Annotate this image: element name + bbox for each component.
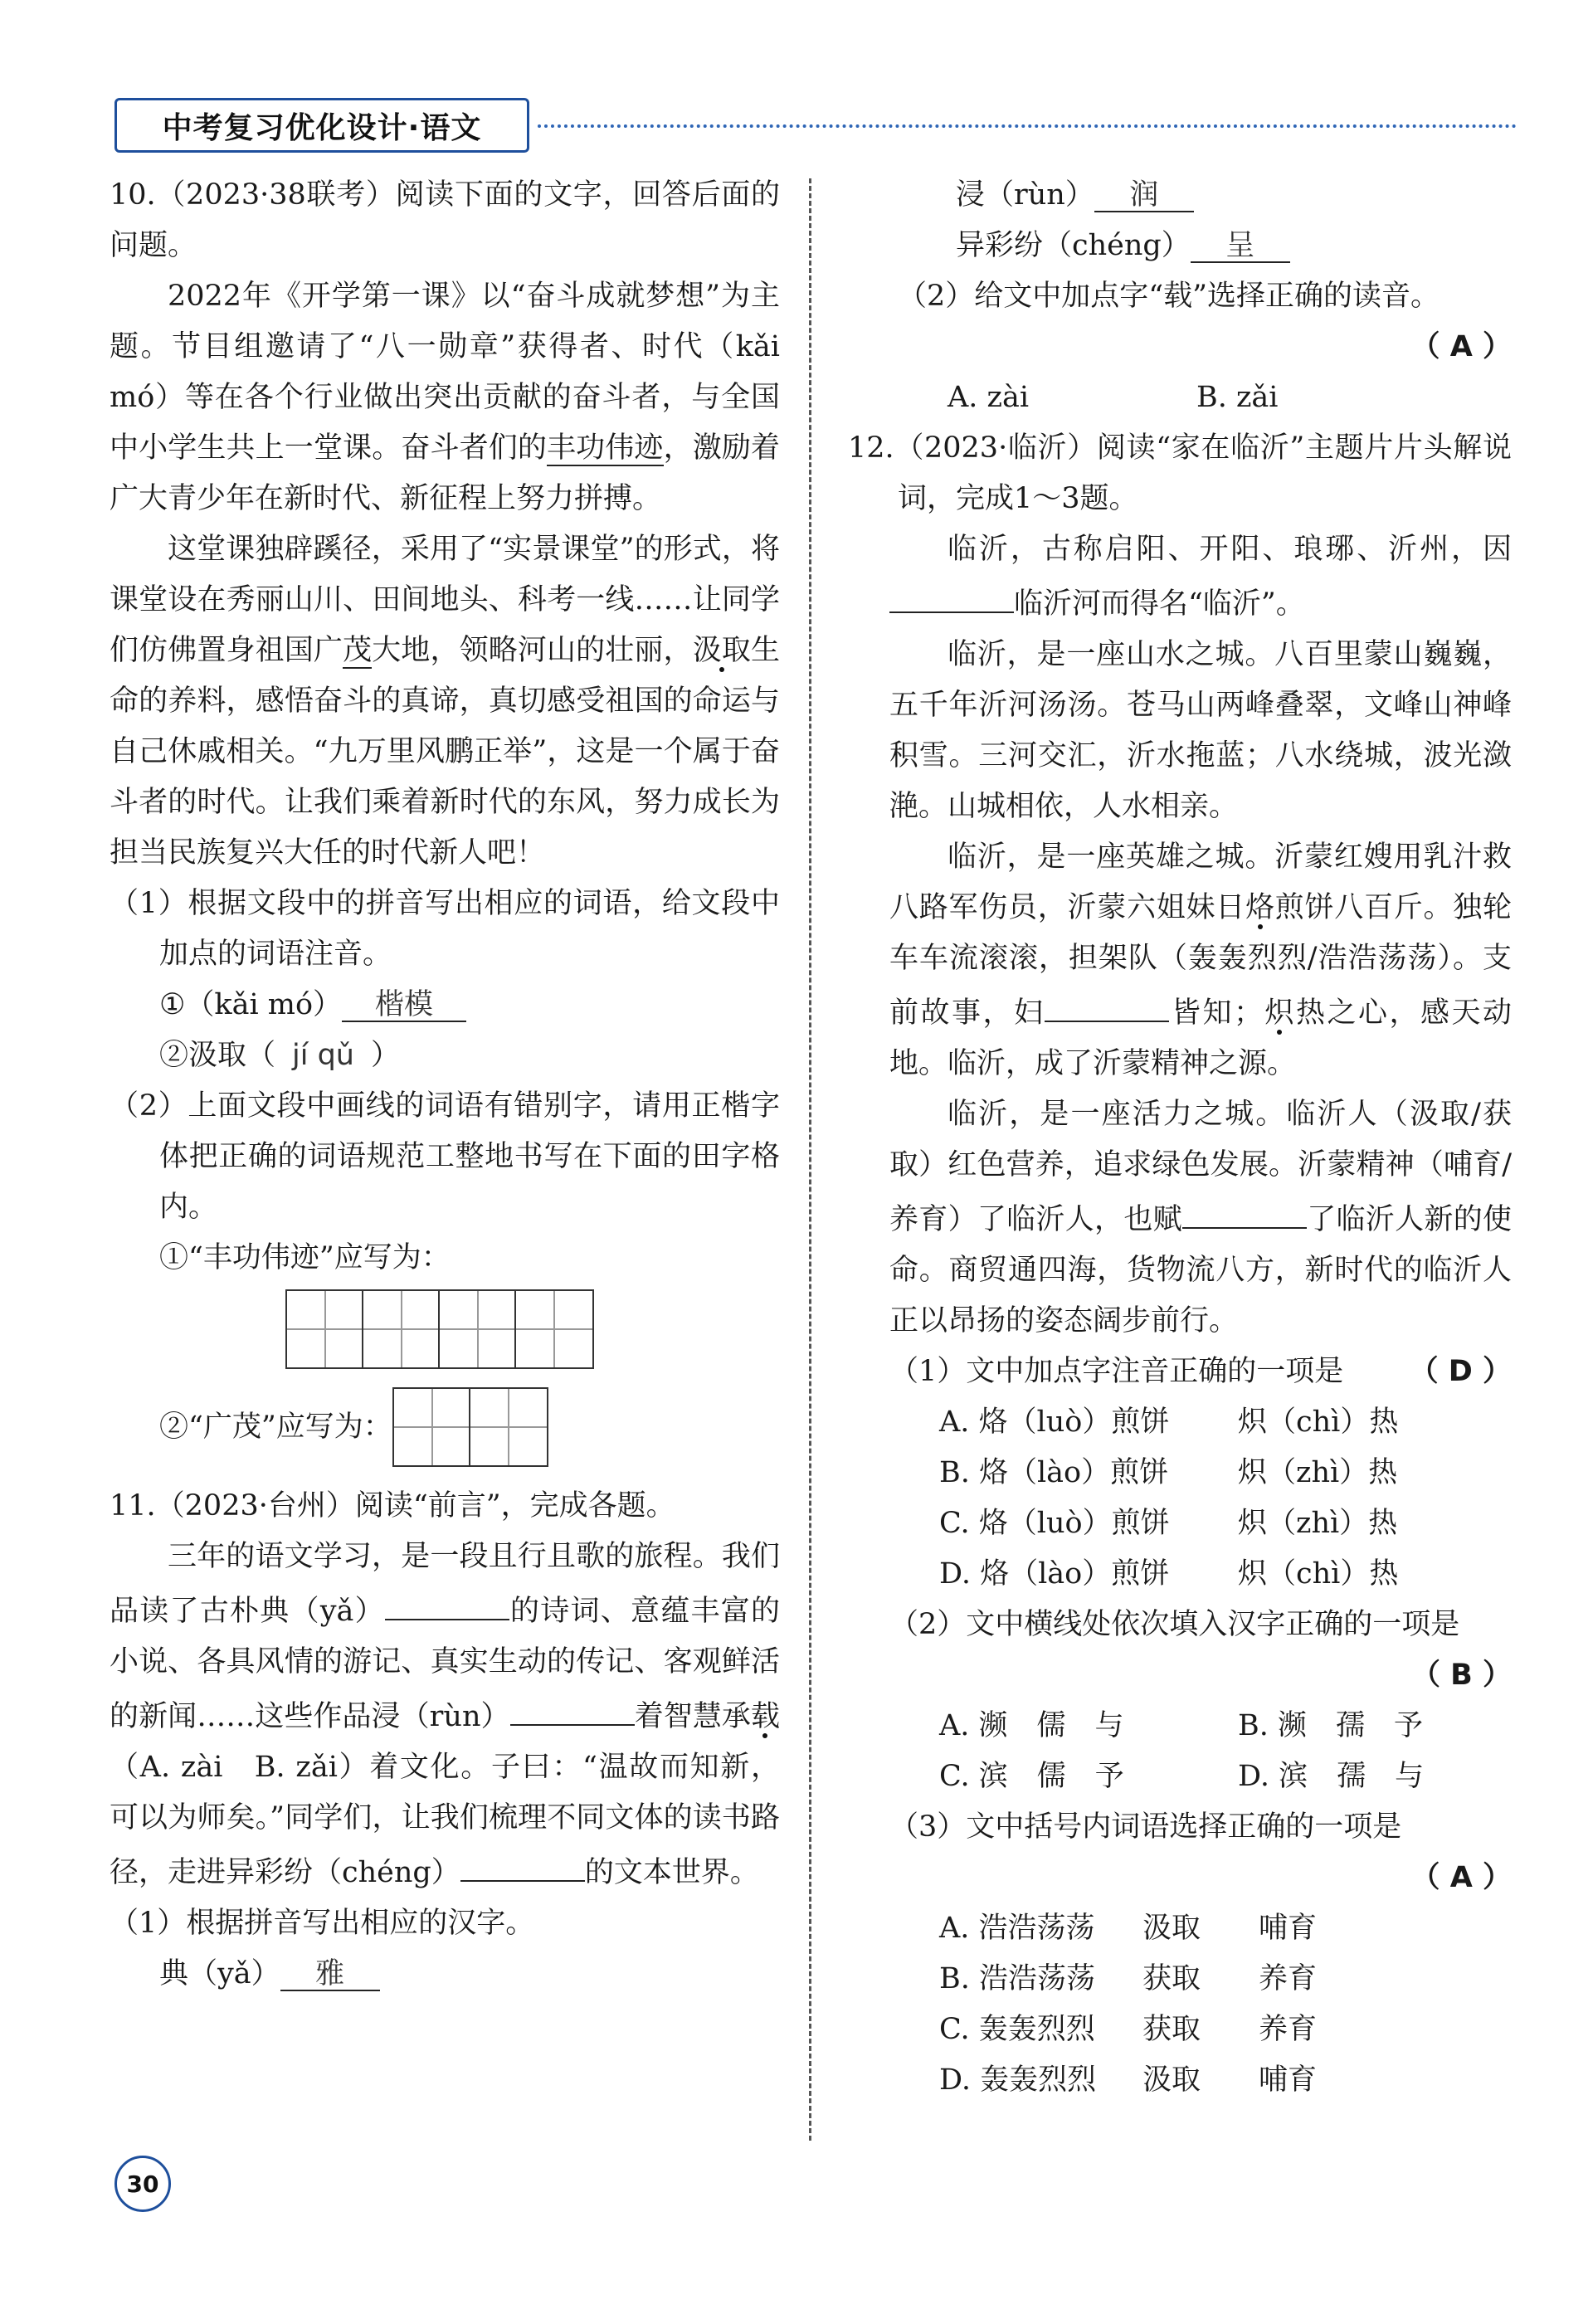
answer-paren-q12-2[interactable]: （ B ）	[1410, 1659, 1512, 1692]
q12-sub3: （3）文中括号内词语选择正确的一项是	[889, 1810, 1402, 1844]
option-b-part3: 养育	[1259, 1962, 1318, 1995]
option-c-part2: 获取	[1142, 2013, 1201, 2046]
q12-sub1: （1）文中加点字注音正确的一项是 （ D ）	[889, 1347, 1512, 1397]
q11-ans3: 异彩纷（chéng） 呈	[889, 221, 1512, 271]
q12-para3: 临沂，是一座英雄之城。沂蒙红嫂用乳汁救八路军伤员，沂蒙六姐妹日烙煎饼八百斤。独轮车车流滚滚，担架队（轰轰烈烈/浩浩荡荡）。支前故事，妇 皆知；炽热之心，感天动地。临沂，成了沂蒙精神之源。	[889, 840, 1512, 1080]
option-c-part3: 养育	[1259, 2013, 1318, 2046]
tianzige-cell[interactable]	[394, 1389, 470, 1465]
q12-sub3-answer-row	[889, 1853, 1512, 1903]
answer-jiqu[interactable]: jí qǔ	[292, 1039, 354, 1072]
q12-sub2-answer-row	[889, 1650, 1512, 1701]
option-d-part2: 炽（chì）热	[1238, 1557, 1399, 1591]
option-b-part2: 获取	[1142, 1962, 1201, 1995]
option-a-part2: 炽（chì）热	[1238, 1406, 1399, 1439]
q10-stem: 10.（2023·38联考）阅读下面的文字，回答后面的问题。	[110, 178, 780, 262]
q10-para2: 这堂课独辟蹊径，采用了“实景课堂”的形式，将课堂设在秀丽山川、田间地头、科考一线……让同学们仿佛置身祖国广茂大地，领略河山的壮丽，汲取生命的养料，感悟奋斗的真谛，真切感受祖国的命运与自己休戚相关。“九万里风鹏正举”，这是一个属于奋斗者的时代。让我们乘着新时代的东风，努力成长为担当民族复兴大任的时代新人吧！	[110, 533, 780, 870]
blank-run[interactable]	[510, 1688, 635, 1726]
q11-ans2: 浸（rùn） 润	[889, 170, 1512, 221]
right-column	[848, 170, 1512, 2106]
option-a[interactable]: A. 烙（luò）煎饼	[939, 1406, 1170, 1439]
q11-stem: 11.（2023·台州）阅读“前言”，完成各题。	[110, 1489, 675, 1523]
q12-sub3-options	[889, 1903, 1512, 2106]
q12-stem: 12.（2023·临沂）阅读“家在临沂”主题片片头解说词，完成1～3题。	[848, 431, 1512, 515]
blank-yu[interactable]	[1182, 1191, 1307, 1229]
option-a-part2: 汲取	[1142, 1912, 1201, 1945]
q10-sub1-answer-a: ①（kǎi mó） 楷模	[110, 980, 780, 1030]
q11-sub1: （1）根据拼音写出相应的汉字。	[110, 1907, 535, 1940]
q12-sub2-options	[889, 1701, 1512, 1802]
q10-sub2-a: ①“丰功伟迹”应写为：	[159, 1241, 451, 1274]
answer-kaimo[interactable]: 楷模	[342, 984, 466, 1022]
blank-ya[interactable]	[385, 1582, 509, 1620]
option-a-part3: 哺育	[1259, 1912, 1318, 1945]
option-d-part3: 哺育	[1259, 2063, 1318, 2097]
dotted-lao: 烙	[1245, 891, 1275, 924]
q11-sub2: （2）给文中加点字“载”选择正确的读音。	[898, 280, 1440, 313]
q10-sub2: （2）上面文段中画线的词语有错别字，请用正楷字体把正确的词语规范工整地书写在下面的田字格内。	[110, 1089, 780, 1224]
q11-sub2-answer-row	[889, 322, 1512, 373]
q10-sub1: （1）根据文段中的拼音写出相应的词语，给文段中加点的词语注音。	[110, 887, 780, 971]
option-b[interactable]: B. 濒 孺 予	[1238, 1709, 1423, 1742]
q11-para: 三年的语文学习，是一段且行且歌的旅程。我们品读了古朴典（yǎ） 的诗词、意蕴丰富的小说、各具风情的游记、真实生动的传记、客观鲜活的新闻……这些作品浸（rùn） 着智慧承载（A. zài B. zǎi）着文化。子曰：“温故而知新，可以为师矣。”同学们，让我们梳理不同文体的读书路径，走进异彩纷（chéng） 的文本世界。	[110, 1540, 780, 1889]
option-d-part2: 汲取	[1142, 2063, 1201, 2097]
option-b[interactable]: B. 烙（lào）煎饼	[939, 1456, 1169, 1489]
dotted-chi: 炽	[1262, 996, 1296, 1030]
q12-sub2: （2）文中横线处依次填入汉字正确的一项是	[889, 1608, 1460, 1641]
answer-paren-q11-2[interactable]: （ A ）	[1410, 330, 1512, 363]
option-c[interactable]: C. 轰轰烈烈	[939, 2013, 1095, 2046]
q11-ans1: 典（yǎ） 雅	[110, 1949, 780, 2000]
tianzige-cell[interactable]	[287, 1291, 363, 1367]
option-b[interactable]: B. 浩浩荡荡	[939, 1962, 1095, 1995]
page-number: 30	[114, 2156, 171, 2212]
answer-paren-q12-3[interactable]: （ A ）	[1410, 1861, 1512, 1894]
option-d[interactable]: D. 轰轰烈烈	[939, 2063, 1097, 2097]
option-b-part2: 炽（zhì）热	[1238, 1456, 1398, 1489]
tianzige-cell[interactable]	[470, 1389, 547, 1465]
tianzige-cell[interactable]	[363, 1291, 440, 1367]
option-c-part2: 炽（zhì）热	[1238, 1507, 1398, 1540]
option-d[interactable]: D. 滨 孺 与	[1238, 1760, 1425, 1793]
option-a[interactable]: A. 濒 儒 与	[939, 1709, 1124, 1742]
tianzige-cell[interactable]	[516, 1291, 592, 1367]
q10-underlined-mao: 茂	[343, 634, 373, 667]
answer-ya[interactable]: 雅	[280, 1953, 380, 1991]
q10-dotted-word: 汲取	[692, 634, 751, 667]
q11-sub2-options	[889, 373, 1512, 423]
tianzige-cell[interactable]	[440, 1291, 516, 1367]
option-a[interactable]: A. zài	[948, 381, 1030, 414]
option-c[interactable]: C. 烙（luò）煎饼	[939, 1507, 1170, 1540]
answer-run[interactable]: 润	[1094, 174, 1194, 212]
answer-paren-q12-1[interactable]: （ D ）	[1409, 1355, 1512, 1388]
option-a[interactable]: A. 浩浩荡荡	[939, 1912, 1095, 1945]
blank-bin[interactable]	[889, 575, 1014, 613]
option-c[interactable]: C. 滨 儒 予	[939, 1760, 1124, 1793]
tianzige-2	[392, 1387, 548, 1467]
left-column	[110, 170, 780, 2000]
q10-para1: 2022年《开学第一课》以“奋斗成就梦想”为主题。节目组邀请了“八一勋章”获得者、时代（kǎi mó）等在各个行业做出突出贡献的奋斗者，与全国中小学生共上一堂课。奋斗者们的丰功伟迹，激励着广大青少年在新时代、新征程上努力拼搏。	[110, 280, 780, 515]
column-divider	[809, 178, 811, 2141]
header-dotted-rule	[538, 124, 1517, 128]
blank-cheng[interactable]	[460, 1844, 585, 1882]
q10-underlined-word: 丰功伟迹	[547, 431, 664, 465]
option-b[interactable]: B. zǎi	[1196, 381, 1279, 414]
q10-sub2-b-row	[110, 1381, 780, 1473]
q12-para2: 临沂，是一座山水之城。八百里蒙山巍巍，五千年沂河汤汤。苍马山两峰叠翠，文峰山神峰积雪。三河交汇，沂水拖蓝；八水绕城，波光潋滟。山城相依，人水相亲。	[889, 638, 1512, 823]
dotted-zai: 载	[750, 1700, 780, 1733]
q12-para4: 临沂，是一座活力之城。临沂人（汲取/获取）红色营养，追求绿色发展。沂蒙精神（哺育/养育）了临沂人，也赋 了临沂人新的使命。商贸通四海，货物流八方，新时代的临沂人正以昂扬的姿态阔步前行。	[889, 1098, 1512, 1337]
q12-sub1-options	[889, 1397, 1512, 1600]
blank-ru[interactable]	[1045, 984, 1169, 1022]
tianzige-4	[110, 1284, 780, 1375]
q10-sub1-answer-b: ②汲取（ jí qǔ ）	[159, 1039, 401, 1072]
option-d[interactable]: D. 烙（lào）煎饼	[939, 1557, 1170, 1591]
book-header-title: 中考复习优化设计·语文	[114, 98, 529, 153]
q10-sub2-b: ②“广茂”应写为：	[159, 1410, 392, 1444]
q12-para1: 临沂，古称启阳、开阳、琅琊、沂州，因临沂河而得名“临沂”。	[889, 524, 1512, 630]
answer-cheng[interactable]: 呈	[1191, 225, 1290, 263]
